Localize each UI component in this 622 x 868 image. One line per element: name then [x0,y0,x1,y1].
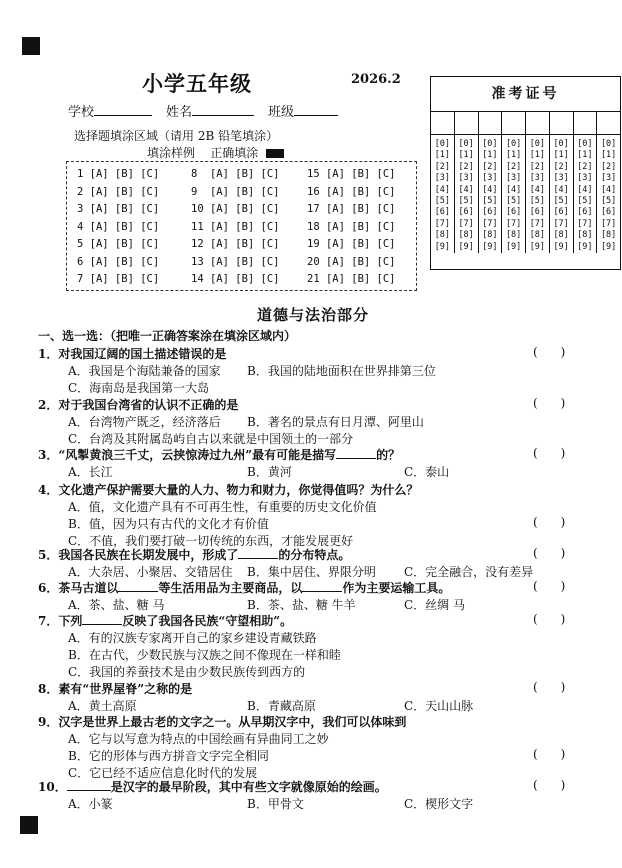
digit-bubble[interactable]: [3] [458,173,474,184]
answer-row[interactable]: 12 [A] [B] [C] [191,238,280,250]
option-c: C．楔形文字 [404,797,474,811]
option-c: C．丝绸 马 [404,598,465,612]
answer-row[interactable]: 15 [A] [B] [C] [307,168,396,180]
correct-fill-label: 正确填涂 [210,146,259,160]
digit-bubble[interactable]: [8] [553,230,569,241]
digit-bubble[interactable]: [2] [434,161,451,172]
question-stem: 1．对我国辽阔的国土描述错误的是 [38,347,227,361]
digit-bubble[interactable]: [1] [529,150,546,161]
answer-row[interactable]: 11 [A] [B] [C] [191,220,280,233]
digit-bubble[interactable]: [4] [529,184,546,195]
digit-bubble[interactable]: [0] [600,139,617,149]
digit-bubble[interactable]: [8] [458,230,474,241]
answer-row[interactable]: 3 [A] [B] [C] [77,203,160,215]
answer-row[interactable]: 21 [A] [B] [C] [307,273,396,285]
digit-bubble[interactable]: [7] [577,218,593,229]
fill-sample-line [147,144,284,161]
answer-row[interactable]: 16 [A] [B] [C] [307,185,396,198]
digit-bubble[interactable]: [7] [553,218,569,229]
digit-bubble[interactable]: [1] [458,150,474,161]
part-instruction: 一、选一选：（把唯一正确答案涂在填涂区域内） [38,329,297,343]
digit-bubble[interactable]: [5] [458,195,474,206]
digit-bubble[interactable]: [6] [529,207,546,218]
digit-bubble[interactable]: [4] [600,184,617,195]
question-stem: 5．我国各民族在长期发展中，形成了 的分布特点。 [38,548,351,562]
digit-bubble[interactable]: [9] [577,241,593,252]
digit-bubble[interactable]: [3] [482,173,498,184]
answer-row[interactable]: 2 [A] [B] [C] [77,185,160,198]
digit-bubble[interactable]: [3] [553,173,569,184]
option-a: A．我国是个海陆兼备的国家 [68,364,221,378]
digit-bubble[interactable]: [8] [482,230,498,241]
answer-row[interactable]: 6 [A] [B] [C] [77,255,160,268]
digit-bubble[interactable]: [7] [529,218,546,229]
digit-write-cell[interactable] [455,112,479,134]
answer-column-1 [77,166,159,289]
digit-bubble[interactable]: [2] [529,161,546,172]
digit-bubble[interactable]: [4] [434,184,451,195]
digit-bubble[interactable]: [6] [577,207,593,218]
option-a: A．黄土高原 [68,699,137,713]
digit-bubble[interactable]: [0] [505,139,522,149]
digit-bubble[interactable]: [1] [505,150,522,161]
question-stem: 6．茶马古道以 等生活用品为主要商品，以 作为主要运输工具。 [38,581,451,595]
admission-digit-column [526,135,550,253]
digit-bubble[interactable]: [3] [505,173,522,184]
registration-mark-bottom-left [20,816,38,834]
digit-bubble[interactable]: [7] [434,218,451,229]
digit-bubble[interactable]: [5] [529,195,546,206]
digit-bubble[interactable]: [6] [553,207,569,218]
answer-column-3 [307,166,396,289]
question-stem: 4．文化遗产保护需要大量的人力、物力和财力，你觉得值吗？为什么？ [38,483,419,497]
filled-bubble-sample [266,149,284,158]
answer-row[interactable]: 13 [A] [B] [C] [191,255,280,268]
question-stem: 9．汉字是世界上最古老的文字之一。从早期汉字中，我们可以体味到 [38,715,407,729]
digit-bubble[interactable]: [9] [434,241,451,252]
admission-number-grid [430,76,621,270]
answer-row[interactable]: 19 [A] [B] [C] [307,238,396,250]
option-c: C．完全融合，没有差异 [404,565,534,579]
sample-label: 填涂样例 [147,146,196,160]
digit-bubble[interactable]: [1] [577,150,593,161]
section-title: 道德与法治部分 [257,306,370,324]
digit-write-cell[interactable] [574,112,598,134]
digit-bubble[interactable]: [6] [600,207,617,218]
digit-bubble[interactable]: [5] [553,195,569,206]
digit-bubble[interactable]: [0] [458,139,474,149]
digit-bubble[interactable]: [8] [529,230,546,241]
answer-paren[interactable]: ( ) [533,446,566,460]
digit-bubble[interactable]: [5] [577,195,593,206]
digit-bubble[interactable]: [4] [553,184,569,195]
admission-number-write-row [431,112,620,135]
question-stem: 3．“风掣黄浪三千丈，云挟惊涛过九州”最有可能是描写 的？ [38,448,401,462]
admission-digit-column [597,135,620,253]
answer-card [66,161,417,291]
option-c: C．我国的养蚕技术是由少数民族传到西方的 [68,665,306,679]
digit-bubble[interactable]: [2] [482,161,498,172]
answer-row[interactable]: 9 [A] [B] [C] [191,185,280,198]
digit-bubble[interactable]: [1] [482,150,498,161]
answer-paren[interactable]: ( ) [533,579,566,593]
option-b: B．集中居住、界限分明 [247,565,376,579]
option-b: B．我国的陆地面积在世界排第三位 [247,364,436,378]
digit-bubble[interactable]: [6] [458,207,474,218]
digit-bubble[interactable]: [2] [553,161,569,172]
digit-bubble[interactable]: [0] [434,139,451,149]
digit-bubble[interactable]: [8] [600,230,617,241]
option-a: A．小篆 [68,797,113,811]
digit-bubble[interactable]: [9] [529,241,546,252]
option-c: C．海南岛是我国第一大岛 [68,381,210,395]
option-a: A．台湾物产既乏，经济落后 [68,415,221,429]
digit-write-cell[interactable] [550,112,574,134]
question-stem: 10． 是汉字的最早阶段，其中有些文字就像原始的绘画。 [38,780,387,794]
option-b: B．黄河 [247,465,292,479]
digit-bubble[interactable]: [4] [458,184,474,195]
digit-bubble[interactable]: [7] [600,218,617,229]
option-c: C．它已经不适应信息化时代的发展 [68,766,258,780]
option-c: C．台湾及其附属岛屿自古以来就是中国领土的一部分 [68,432,354,446]
fill-area-note: 选择题填涂区域（请用 2B 铅笔填涂） [74,129,279,143]
answer-paren[interactable]: ( ) [533,747,566,761]
option-a: A．茶、盐、糖 马 [68,598,165,612]
option-c: C．不值，我们要打破一切传统的东西，才能发展更好 [68,534,354,548]
student-info-line [68,101,338,120]
admission-digit-column [550,135,574,253]
admission-digit-columns [431,135,620,253]
digit-bubble[interactable]: [5] [434,195,451,206]
digit-bubble[interactable]: [7] [505,218,522,229]
answer-paren[interactable]: ( ) [533,778,566,792]
answer-paren[interactable]: ( ) [533,612,566,626]
digit-bubble[interactable]: [0] [577,139,593,149]
answer-row[interactable]: 17 [A] [B] [C] [307,203,396,215]
digit-bubble[interactable]: [5] [600,195,617,206]
digit-write-cell[interactable] [431,112,455,134]
answer-row[interactable]: 5 [A] [B] [C] [77,238,160,250]
answer-row[interactable]: 18 [A] [B] [C] [307,220,396,233]
answer-paren[interactable]: ( ) [533,546,566,560]
admission-digit-column [479,135,503,253]
option-c: C．泰山 [404,465,450,479]
digit-bubble[interactable]: [9] [482,241,498,252]
answer-paren[interactable]: ( ) [533,680,566,694]
admission-digit-column [574,135,598,253]
option-a: A．它与以写意为特点的中国绘画有异曲同工之妙 [68,732,329,746]
answer-row[interactable]: 7 [A] [B] [C] [77,273,160,285]
answer-row[interactable]: 1 [A] [B] [C] [77,168,160,180]
question-stem: 7．下列 反映了我国各民族“守望相助”。 [38,614,293,628]
digit-bubble[interactable]: [4] [505,184,522,195]
answer-column-2 [191,166,280,289]
answer-row[interactable]: 4 [A] [B] [C] [77,220,160,233]
digit-bubble[interactable]: [8] [505,230,522,241]
digit-bubble[interactable]: [0] [553,139,569,149]
digit-bubble[interactable]: [7] [458,218,474,229]
answer-row[interactable]: 10 [A] [B] [C] [191,203,280,215]
digit-bubble[interactable]: [5] [482,195,498,206]
digit-bubble[interactable]: [2] [505,161,522,172]
digit-write-cell[interactable] [526,112,550,134]
digit-bubble[interactable]: [6] [482,207,498,218]
digit-bubble[interactable]: [0] [529,139,546,149]
admission-number-title: 准考证号 [431,77,620,112]
option-b: B．青藏高原 [247,699,316,713]
school-field[interactable]: 学校 [68,101,152,120]
question-stem: 8．素有“世界屋脊”之称的是 [38,682,193,696]
digit-bubble[interactable]: [9] [458,241,474,252]
digit-bubble[interactable]: [5] [505,195,522,206]
answer-paren[interactable]: ( ) [533,515,566,529]
digit-bubble[interactable]: [1] [553,150,569,161]
answer-paren[interactable]: ( ) [533,396,566,410]
option-a: A．大杂居、小聚居、交错居住 [68,565,233,579]
digit-bubble[interactable]: [2] [458,161,474,172]
registration-mark-top-left [22,37,40,55]
option-b: B．甲骨文 [247,797,304,811]
digit-bubble[interactable]: [2] [577,161,593,172]
option-b: B．著名的景点有日月潭、阿里山 [247,415,424,429]
digit-write-cell[interactable] [502,112,526,134]
admission-digit-column [455,135,479,253]
option-c: C．天山山脉 [404,699,474,713]
digit-bubble[interactable]: [0] [482,139,498,149]
digit-bubble[interactable]: [1] [600,150,617,161]
answer-paren[interactable]: ( ) [533,345,566,359]
option-a: A．长江 [68,465,113,479]
digit-write-cell[interactable] [597,112,620,134]
option-a: A．值，文化遗产具有不可再生性，有重要的历史文化价值 [68,500,377,514]
admission-digit-column [431,135,455,253]
digit-bubble[interactable]: [4] [482,184,498,195]
exam-date: 2026.2 [351,72,401,87]
name-field[interactable]: 姓名 [166,101,254,120]
digit-bubble[interactable]: [7] [482,218,498,229]
digit-bubble[interactable]: [3] [600,173,617,184]
digit-bubble[interactable]: [9] [600,241,617,252]
question-stem: 2．对于我国台湾省的认识不正确的是 [38,398,239,412]
digit-bubble[interactable]: [9] [553,241,569,252]
digit-bubble[interactable]: [9] [505,241,522,252]
answer-row[interactable]: 14 [A] [B] [C] [191,273,280,285]
option-b: B．在古代，少数民族与汉族之间不像现在一样和睦 [68,648,341,662]
option-b: B．值，因为只有古代的文化才有价值 [68,517,269,531]
page-title: 小学五年级 [142,71,252,96]
digit-bubble[interactable]: [1] [434,150,451,161]
digit-bubble[interactable]: [8] [577,230,593,241]
answer-row[interactable]: 20 [A] [B] [C] [307,255,396,268]
digit-bubble[interactable]: [3] [529,173,546,184]
option-b: B．茶、盐、糖 牛羊 [247,598,356,612]
digit-bubble[interactable]: [3] [577,173,593,184]
option-b: B．它的形体与西方拼音文字完全相同 [68,749,269,763]
digit-bubble[interactable]: [3] [434,173,451,184]
digit-bubble[interactable]: [6] [505,207,522,218]
admission-digit-column [502,135,526,253]
digit-bubble[interactable]: [2] [600,161,617,172]
option-a: A．有的汉族专家离开自己的家乡建设青藏铁路 [68,631,317,645]
digit-bubble[interactable]: [6] [434,207,451,218]
digit-bubble[interactable]: [4] [577,184,593,195]
answer-row[interactable]: 8 [A] [B] [C] [191,168,280,180]
digit-bubble[interactable]: [8] [434,230,451,241]
digit-write-cell[interactable] [479,112,503,134]
class-field[interactable]: 班级 [268,101,338,120]
